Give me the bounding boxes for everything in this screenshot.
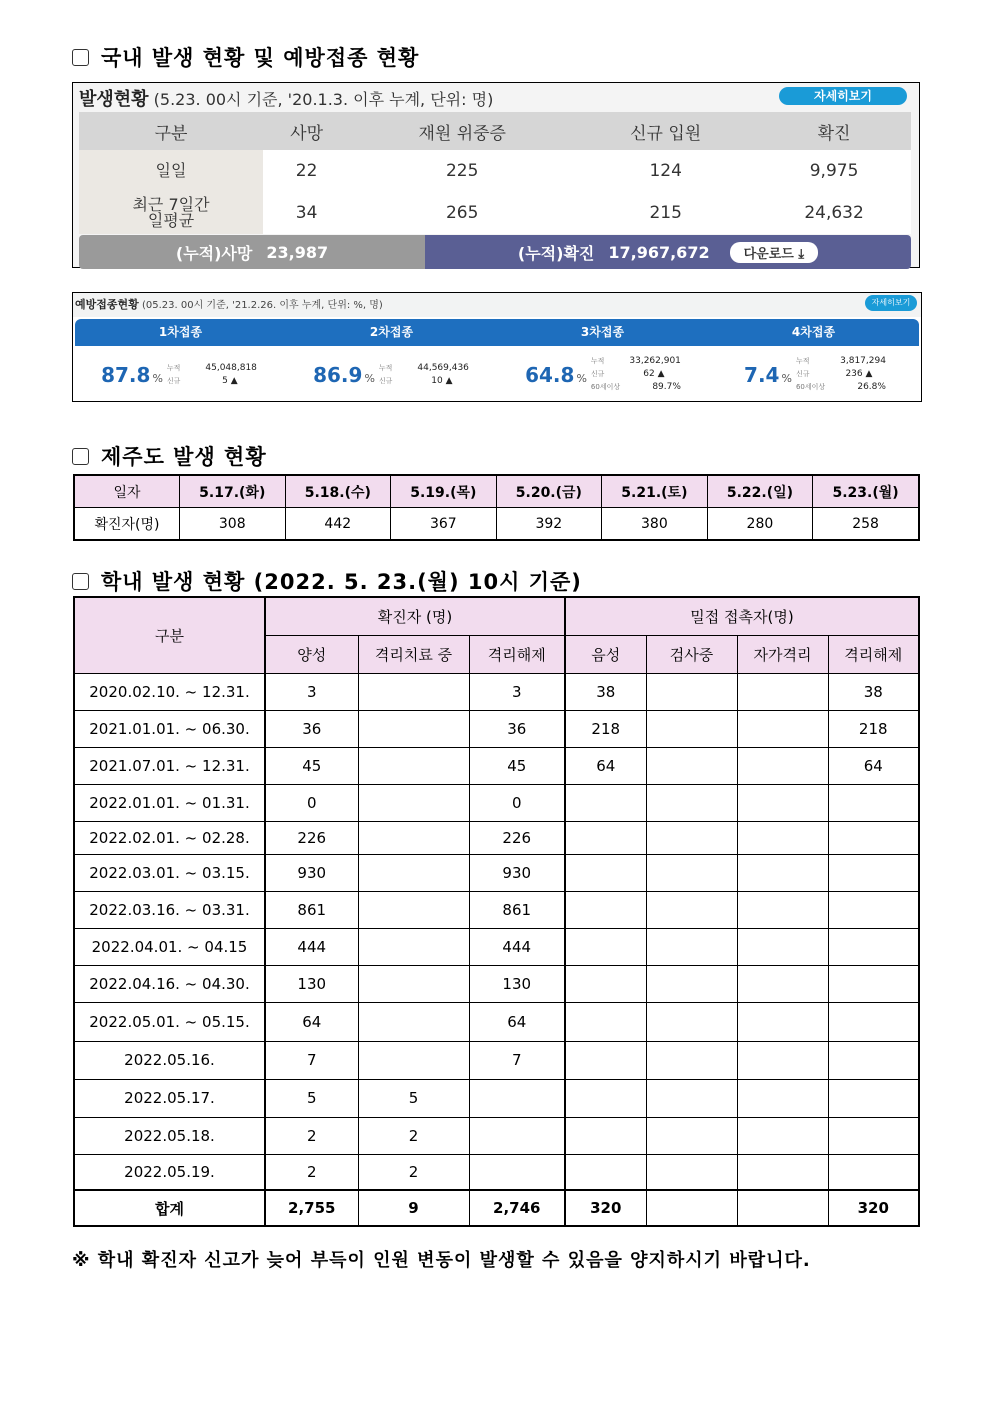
cumulative-deaths-value: 23,987	[266, 242, 329, 262]
school-table-body	[74, 673, 919, 1190]
table-row	[74, 710, 919, 747]
cell	[358, 854, 469, 891]
new-value: 10 ▲	[431, 375, 453, 386]
period-cell: 2022.03.16. ~ 03.31.	[74, 891, 265, 928]
header-cell: 확진	[757, 112, 911, 150]
cell: 38	[565, 673, 646, 710]
category-header: 구분	[74, 597, 265, 673]
table-row	[74, 1041, 919, 1079]
cell	[646, 928, 737, 965]
cum-label: 누적	[795, 357, 810, 365]
pct-value: 86.9	[313, 362, 363, 387]
cell: 226	[469, 821, 565, 854]
cell: 9	[358, 1190, 469, 1226]
cell	[737, 891, 828, 928]
table-row	[74, 854, 919, 891]
occurrence-panel	[72, 82, 920, 268]
cell: 3	[265, 673, 358, 710]
new-value: 236 ▲	[845, 369, 873, 379]
pct-value: 87.8	[101, 362, 151, 387]
table-row	[74, 965, 919, 1002]
cell: 444	[469, 928, 565, 965]
subheader-cell: 자가격리	[737, 635, 828, 673]
cell	[646, 821, 737, 854]
cell	[565, 854, 646, 891]
cell	[737, 821, 828, 854]
new-label: 신규	[795, 370, 810, 378]
jeju-table	[73, 474, 920, 541]
cell	[646, 747, 737, 784]
cell: 2	[265, 1117, 358, 1154]
cell	[828, 1117, 919, 1154]
cell: 64	[565, 747, 646, 784]
cell	[565, 1154, 646, 1190]
cumulative-confirmed-value: 17,967,672	[608, 242, 710, 262]
cell	[828, 1154, 919, 1190]
period-cell: 2022.04.01. ~ 04.15	[74, 928, 265, 965]
cell: 64	[828, 747, 919, 784]
date-cell: 5.21.(토)	[602, 475, 708, 508]
pct-value: 64.8	[525, 362, 575, 387]
cell	[646, 673, 737, 710]
cell	[469, 1079, 565, 1117]
cell	[737, 673, 828, 710]
date-cell: 5.18.(수)	[285, 475, 391, 508]
vaccination-detail-button[interactable]: 자세히보기	[865, 295, 917, 311]
date-cell: 5.19.(목)	[391, 475, 497, 508]
occurrence-subtitle: (5.23. 00시 기준, '20.1.3. 이후 누계, 단위: 명)	[153, 90, 494, 109]
cell	[737, 1117, 828, 1154]
dose-3-stats	[497, 355, 709, 394]
period-cell: 2022.05.19.	[74, 1154, 265, 1190]
cell	[469, 1154, 565, 1190]
cumulative-confirmed	[425, 235, 911, 269]
cell	[828, 891, 919, 928]
row-label: 일일	[79, 150, 263, 192]
cell: 45	[265, 747, 358, 784]
cell: 36	[469, 710, 565, 747]
cell	[646, 854, 737, 891]
cum-label: 누적	[166, 363, 181, 372]
cumulative-bar	[79, 235, 911, 269]
cell	[646, 1041, 737, 1079]
dose-pct	[101, 363, 163, 387]
cell	[737, 1079, 828, 1117]
value-cell: 308	[180, 508, 286, 541]
school-table	[73, 596, 920, 1227]
row-label-line: 일평균	[147, 211, 195, 230]
cell	[565, 1079, 646, 1117]
cell	[646, 1079, 737, 1117]
cell	[565, 965, 646, 1002]
dose-label: 3차접종	[580, 325, 625, 339]
table-row	[74, 673, 919, 710]
pct-unit: %	[576, 371, 587, 385]
header-cell: 일자	[74, 475, 180, 508]
cell	[737, 1041, 828, 1079]
cell: 5	[358, 1079, 469, 1117]
table-row	[74, 821, 919, 854]
cell	[358, 747, 469, 784]
section-title-school	[72, 566, 582, 596]
row-label-line: 최근 7일간	[132, 195, 210, 214]
cell	[646, 891, 737, 928]
cell: 0	[469, 784, 565, 821]
cell: 64	[469, 1002, 565, 1041]
cumulative-confirmed-label: (누적)확진	[517, 243, 595, 263]
value-cell: 258	[813, 508, 919, 541]
cell: 265	[350, 192, 574, 234]
cell: 2,755	[265, 1190, 358, 1226]
cell: 218	[565, 710, 646, 747]
cell	[646, 1154, 737, 1190]
subheader-cell: 격리치료 중	[358, 635, 469, 673]
cell: 9,975	[757, 150, 911, 192]
cumulative-deaths-label: (누적)사망	[175, 243, 253, 263]
period-cell: 2022.03.01. ~ 03.15.	[74, 854, 265, 891]
value-cell: 367	[391, 508, 497, 541]
dose-1-stats	[73, 355, 285, 394]
cell: 444	[265, 928, 358, 965]
occurrence-header-row	[79, 112, 911, 150]
cell: 215	[574, 192, 757, 234]
cell: 320	[565, 1190, 646, 1226]
period-cell: 2022.05.01. ~ 05.15.	[74, 1002, 265, 1041]
cell: 2	[358, 1154, 469, 1190]
cell	[358, 821, 469, 854]
table-row	[74, 1117, 919, 1154]
cell: 45	[469, 747, 565, 784]
cell: 320	[828, 1190, 919, 1226]
checkbox-icon	[72, 573, 89, 590]
footnote: ※ 학내 확진자 신고가 늦어 부득이 인원 변동이 발생할 수 있음을 양지하시기 바랍니다.	[72, 1250, 811, 1271]
new-label: 신규	[166, 376, 181, 385]
cell	[646, 1190, 737, 1226]
cell: 34	[263, 192, 350, 234]
cell: 2,746	[469, 1190, 565, 1226]
dose-details	[796, 355, 886, 394]
pct-value: 7.4	[744, 362, 780, 387]
row-label: 확진자(명)	[74, 508, 180, 541]
cell	[646, 965, 737, 1002]
checkbox-icon	[72, 448, 89, 465]
dose-label: 1차접종	[158, 325, 203, 339]
cell: 218	[828, 710, 919, 747]
value-cell: 442	[285, 508, 391, 541]
subheader-cell: 양성	[265, 635, 358, 673]
period-cell: 2021.07.01. ~ 12.31.	[74, 747, 265, 784]
cell: 2	[358, 1117, 469, 1154]
occurrence-table	[79, 112, 911, 234]
vaccination-panel	[72, 292, 922, 402]
section-title-text: 국내 발생 현황 및 예방접종 현황	[101, 46, 420, 70]
cell	[737, 965, 828, 1002]
period-cell: 2022.02.01. ~ 02.28.	[74, 821, 265, 854]
cell	[737, 747, 828, 784]
cell	[565, 784, 646, 821]
period-cell: 2022.04.16. ~ 04.30.	[74, 965, 265, 1002]
download-button[interactable]: 다운로드 ⤓	[730, 242, 819, 263]
age-value: 89.7%	[652, 382, 681, 392]
table-row	[79, 150, 911, 192]
total-row	[74, 1190, 919, 1226]
dose-pct	[313, 363, 375, 387]
contacts-group-header: 밀접 접촉자(명)	[565, 597, 919, 635]
dose-details	[591, 355, 681, 394]
dose-pct	[744, 363, 792, 387]
age-label: 60세이상	[795, 383, 826, 391]
section-title-text: 제주도 발생 현황	[101, 445, 267, 469]
school-group-header-row	[74, 597, 919, 635]
cell	[358, 1002, 469, 1041]
new-value: 62 ▲	[643, 369, 665, 379]
period-cell: 2022.01.01. ~ 01.31.	[74, 784, 265, 821]
table-row	[79, 192, 911, 234]
new-value: 5 ▲	[222, 375, 238, 386]
date-cell: 5.20.(금)	[496, 475, 602, 508]
cell: 930	[265, 854, 358, 891]
cell: 38	[828, 673, 919, 710]
table-row	[74, 1002, 919, 1041]
cell: 3	[469, 673, 565, 710]
cell: 24,632	[757, 192, 911, 234]
cell	[646, 1002, 737, 1041]
cell	[565, 1117, 646, 1154]
cell	[828, 821, 919, 854]
cell: 930	[469, 854, 565, 891]
cell: 64	[265, 1002, 358, 1041]
dose-stats	[73, 355, 921, 394]
dose-4-stats	[709, 355, 921, 394]
new-label: 신규	[590, 370, 605, 378]
pct-unit: %	[781, 371, 792, 385]
cell: 861	[469, 891, 565, 928]
cell	[737, 1154, 828, 1190]
age-label: 60세이상	[590, 383, 621, 391]
cum-label: 누적	[590, 357, 605, 365]
period-cell: 2022.05.17.	[74, 1079, 265, 1117]
section-title-text: 학내 발생 현황 (2022. 5. 23.(월) 10시 기준)	[101, 570, 582, 594]
age-value: 26.8%	[857, 382, 886, 392]
occurrence-title: 발생현황	[79, 89, 149, 110]
vaccination-subtitle: (05.23. 00시 기준, '21.2.26. 이후 누계, 단위: %, 명)	[141, 300, 383, 311]
cum-value: 33,262,901	[629, 356, 681, 366]
section-title-jeju	[72, 441, 267, 471]
cell	[828, 1002, 919, 1041]
cell	[358, 710, 469, 747]
cell	[828, 854, 919, 891]
cell	[737, 928, 828, 965]
cell: 225	[350, 150, 574, 192]
cum-value: 44,569,436	[417, 362, 469, 373]
cell: 7	[469, 1041, 565, 1079]
cell	[565, 1041, 646, 1079]
dose-label: 4차접종	[791, 325, 836, 339]
cell	[565, 1002, 646, 1041]
confirmed-group-header: 확진자 (명)	[265, 597, 565, 635]
subheader-cell: 검사중	[646, 635, 737, 673]
cell	[358, 965, 469, 1002]
cell	[737, 1002, 828, 1041]
table-row	[74, 1079, 919, 1117]
cell: 22	[263, 150, 350, 192]
cell	[565, 821, 646, 854]
cell	[358, 1041, 469, 1079]
cell	[358, 784, 469, 821]
date-cell: 5.23.(월)	[813, 475, 919, 508]
cell: 36	[265, 710, 358, 747]
value-cell: 380	[602, 508, 708, 541]
date-cell: 5.22.(일)	[707, 475, 813, 508]
table-row	[74, 1154, 919, 1190]
header-cell: 구분	[79, 112, 263, 150]
cell	[737, 1190, 828, 1226]
subheader-cell: 음성	[565, 635, 646, 673]
table-row	[74, 747, 919, 784]
jeju-value-row	[74, 508, 919, 541]
period-cell: 2022.05.16.	[74, 1041, 265, 1079]
cell: 7	[265, 1041, 358, 1079]
cell: 130	[265, 965, 358, 1002]
subheader-cell: 격리해제	[469, 635, 565, 673]
cum-value: 3,817,294	[840, 356, 886, 366]
new-label: 신규	[378, 376, 393, 385]
dose-details	[167, 362, 257, 388]
total-label: 합계	[74, 1190, 265, 1226]
cell: 226	[265, 821, 358, 854]
cell	[737, 710, 828, 747]
cell	[358, 928, 469, 965]
jeju-header-row	[74, 475, 919, 508]
dose-label: 2차접종	[369, 325, 414, 339]
table-row	[74, 928, 919, 965]
period-cell: 2020.02.10. ~ 12.31.	[74, 673, 265, 710]
dose-tabs	[75, 319, 919, 346]
row-label	[79, 192, 263, 234]
value-cell: 392	[496, 508, 602, 541]
cell	[828, 1079, 919, 1117]
cell	[646, 1117, 737, 1154]
period-cell: 2022.05.18.	[74, 1117, 265, 1154]
cell: 861	[265, 891, 358, 928]
value-cell: 280	[707, 508, 813, 541]
header-cell: 신규 입원	[574, 112, 757, 150]
table-row	[74, 891, 919, 928]
cell	[358, 891, 469, 928]
vaccination-header	[75, 296, 383, 312]
cell	[469, 1117, 565, 1154]
cell	[565, 891, 646, 928]
date-cell: 5.17.(화)	[180, 475, 286, 508]
cell	[828, 784, 919, 821]
cell: 124	[574, 150, 757, 192]
cell	[828, 1041, 919, 1079]
table-row	[74, 784, 919, 821]
cell: 5	[265, 1079, 358, 1117]
cell: 0	[265, 784, 358, 821]
cell: 130	[469, 965, 565, 1002]
period-cell: 2021.01.01. ~ 06.30.	[74, 710, 265, 747]
cum-label: 누적	[378, 363, 393, 372]
dose-2-stats	[285, 355, 497, 394]
occurrence-detail-button[interactable]: 자세히보기	[779, 87, 907, 105]
cell: 2	[265, 1154, 358, 1190]
cell	[828, 928, 919, 965]
header-cell: 재원 위중증	[350, 112, 574, 150]
dose-pct	[525, 363, 587, 387]
cell	[358, 673, 469, 710]
dose-details	[379, 362, 469, 388]
cell	[565, 928, 646, 965]
header-cell: 사망	[263, 112, 350, 150]
subheader-cell: 격리해제	[828, 635, 919, 673]
section-title-domestic	[72, 42, 419, 72]
cell	[646, 784, 737, 821]
checkbox-icon	[72, 49, 89, 66]
occurrence-header	[79, 85, 493, 111]
cell	[828, 965, 919, 1002]
pct-unit: %	[364, 371, 375, 385]
cumulative-deaths	[79, 235, 425, 269]
pct-unit: %	[152, 371, 163, 385]
cell	[737, 854, 828, 891]
cell	[646, 710, 737, 747]
vaccination-title: 예방접종현황	[75, 298, 139, 311]
cum-value: 45,048,818	[205, 362, 257, 373]
cell	[737, 784, 828, 821]
